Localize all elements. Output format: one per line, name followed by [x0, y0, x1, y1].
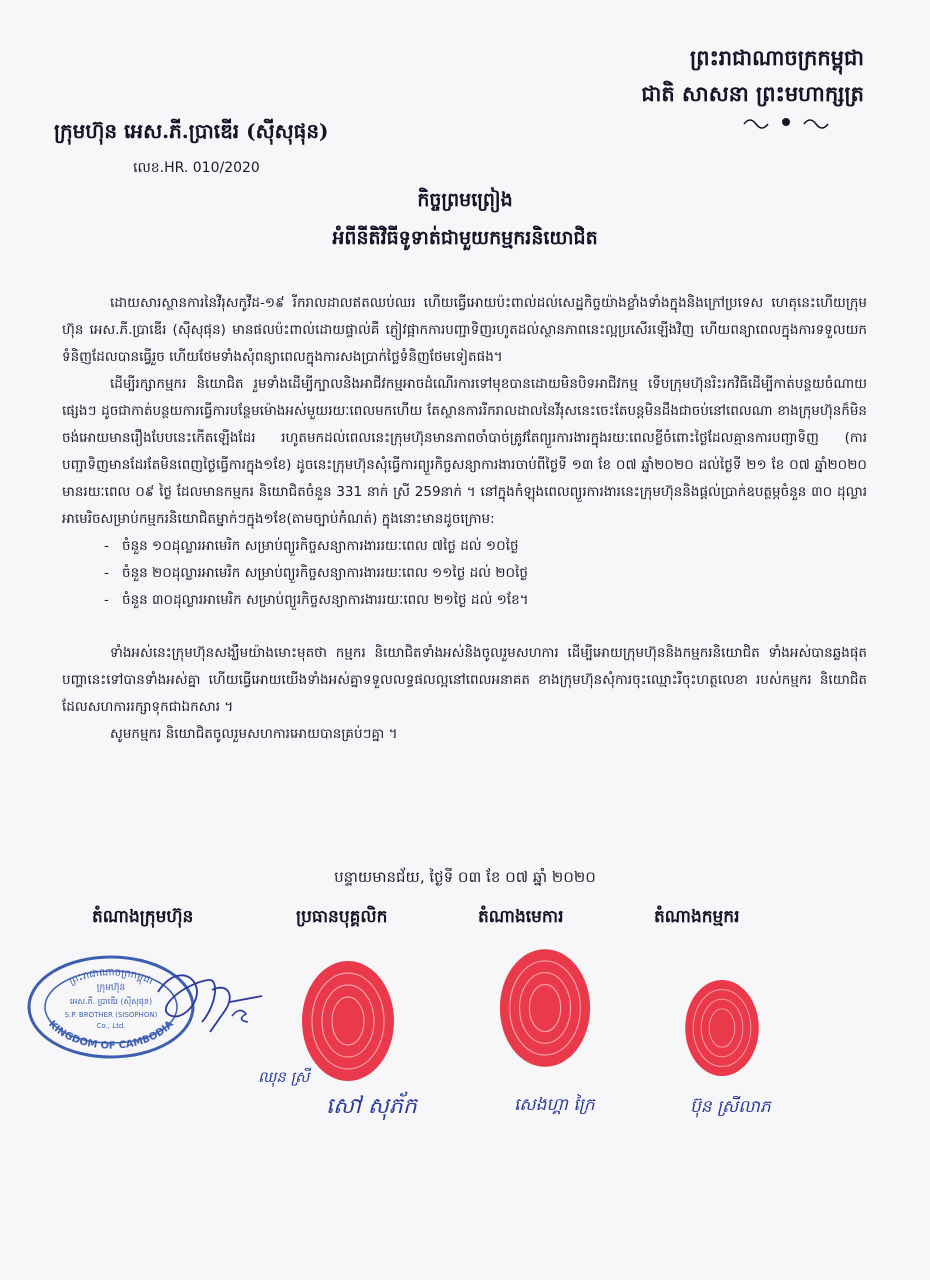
kingdom-title: ព្រះរាជាណាចក្រកម្ពុជា — [689, 45, 864, 70]
fingerprint-hr — [298, 956, 398, 1086]
paragraph-4: សូមកម្មករ និយោជិតចូលរួមសហការអោយបានគ្រប់ៗគ្នា ។ — [110, 726, 398, 742]
document-body — [62, 290, 867, 748]
signature-heading-foreman: តំណាងមេការ — [478, 907, 564, 927]
stamp-center-4: Co., Ltd. — [96, 1022, 126, 1030]
place-date: បន្ទាយមានជ័យ, ថ្ងៃទី ០៣ ខែ ០៧ ឆ្នាំ ២០២០ — [334, 868, 596, 886]
document-title: កិច្ចព្រមព្រៀង — [417, 189, 513, 211]
stamp-center-3: S.P. BROTHER (SISOPHON) — [64, 1011, 158, 1019]
stamp-center-1: ក្រុមហ៊ុន — [96, 983, 126, 993]
company-signature — [150, 962, 270, 1042]
motto-line: ជាតិ សាសនា ព្រះមហាក្សត្រ — [641, 81, 864, 106]
signature-name-1: ឈុន ស្រី — [258, 1068, 310, 1086]
paragraph-3: ទាំងអស់នេះក្រុមហ៊ុនសង្ឃឹមយ៉ាងមោះមុតថា កម្មករ និយោជិតទាំងអស់និងចូលរួមសហការ ដើម្បីអោយក្រុមហ៊ុននិងកម្មករនិយោជិត ទាំងអស់បានឆ្លងផុតបញ្ហានេះទៅបានទាំងអស់គ្នា ហើយធ្វើអោយយើងទាំងអស់គ្នាទទួលលទ្ធផលល្អនៅពេលអនាគត ខាងក្រុមហ៊ុនសុំការចុះឈ្មោះរឺចុះហត្ថលេខា របស់កម្មករ និយោជិតដែលសហការរក្សាទុកជាឯកសារ ។ — [62, 645, 867, 715]
stamp-center-2: អេស.ភី. ប្រាឌើរ (ស៊ីសុផុន) — [69, 997, 153, 1006]
document-subtitle: អំពីនីតិវិធីទូទាត់ជាមួយកម្មករនិយោជិត — [332, 227, 598, 249]
signature-name-2: សៅ សុភ័ក — [326, 1094, 417, 1119]
list-item: - ចំនួន ១០ដុល្លារអាមេរិក សម្រាប់ព្យួរកិច្ចសន្យាការងាររយៈពេល ៧ថ្ងៃ ដល់ ១០ថ្ងៃ — [104, 538, 519, 554]
list-item: - ចំនួន ២០ដុល្លារអាមេរិក សម្រាប់ព្យួរកិច្ចសន្យាការងាររយៈពេល ១១ថ្ងៃ ដល់ ២០ថ្ងៃ — [104, 565, 528, 581]
paragraph-1: ដោយសារស្ថានការនៃវីរុសកូវីដ-១៩ រីករាលដាលឥតឈប់ឈរ ហើយធ្វើអោយប៉ះពាល់ដល់សេដ្ឋកិច្ចយ៉ាងខ្លាំងទាំងក្នុងនិងក្រៅប្រទេស ហេតុនេះហើយក្រុមហ៊ុន អេស.ភី.ប្រាឌើរ (ស៊ីសុផុន) មានផលប៉ះពាល់ដោយផ្ទាល់គឺ ភ្ញៀវផ្អាកការបញ្ជាទិញរហូតដល់ស្ថានភាពនេះល្អប្រសើរឡើងវិញ ហើយពន្យាពេលក្នុងការទទួលយកទំនិញដែលបានធ្វើរួច ហើយថែមទាំងសុំពន្យាពេលក្នុងការសងប្រាក់ថ្លៃទំនិញថែមទៀតផង។ — [62, 295, 867, 365]
signature-name-3: សេងហ្គា ក្រៃ — [514, 1095, 595, 1115]
company-name: ក្រុមហ៊ុន អេស.ភី.ប្រាឌើរ (ស៊ីសុផុន) — [54, 119, 329, 143]
signature-heading-workers: តំណាងកម្មករ — [654, 907, 740, 927]
fingerprint-foreman — [496, 944, 594, 1072]
motto-ornament-icon — [740, 114, 832, 130]
stamp-top-text: ព្រះរាជាណាចក្រកម្ពុជា — [67, 967, 155, 988]
list-item: - ចំនួន ៣០ដុល្លារអាមេរិក សម្រាប់ព្យួរកិច្ចសន្យាការងាររយៈពេល ២១ថ្ងៃ ដល់ ១ខែ។ — [104, 592, 529, 608]
reference-number: លេខ.HR. 010/2020 — [133, 160, 260, 176]
paragraph-2: ដើម្បីរក្សាកម្មករ និយោជិត រួមទាំងដើម្បីក្បាលនិងអាជីវកម្មអាចដំណើរការទៅមុខបានដោយមិនបិទអាជីវកម្ម ទើបក្រុមហ៊ុនរិះរកវិធីដើម្បីកាត់បន្ថយចំណាយផ្សេងៗ ដូចជាកាត់បន្ថយការធ្វើការបន្ថែមម៉ោងអស់មួយរយៈពេលមកហើយ តែស្ថានការរីករាលដាលនៃវីរុសនេះចេះតែបន្តមិនដឹងជាចប់នៅពេលណា ខាងក្រុមហ៊ុនក៏មិនចង់អោយមានរឿងបែបនេះកើតឡើងដែរ រហូតមកដល់ពេលនេះក្រុមហ៊ុនមានភាពចាំបាច់ត្រូវតែព្យួរការងារក្នុងរយៈពេលខ្លីចំពោះថ្ងៃដែលគ្មានការបញ្ជាទិញ (ការបញ្ជាទិញមានដែរតែមិនពេញថ្ងៃធ្វើការក្នុង១ខែ) ដូចនេះក្រុមហ៊ុនសុំធ្វើការព្យួរកិច្ចសន្យាការងារចាប់ពីថ្ងៃទី ១៣ ខែ ០៧ ឆ្នាំ២០២០ ដល់ថ្ងៃទី ២១ ខែ ០៧ ឆ្នាំ២០២០ មានរយៈពេល ០៩ ថ្ងៃ ដែលមានកម្មករ និយោជិតចំនួន 331 នាក់ ស្រី 259នាក់ ។ នៅក្នុងកំឡុងពេលព្យួរការងារនេះក្រុមហ៊ុននិងផ្តល់ប្រាក់ឧបត្ថម្ភចំនួន ៣០ ដុល្លារអាមេរិចសម្រាប់កម្មករនិយោជិតម្នាក់ៗក្នុង១ខែ(តាមច្បាប់កំណត់) ក្នុងនោះមានដូចក្រោម: — [62, 376, 867, 527]
allowance-list — [62, 533, 867, 614]
signature-heading-hr: ប្រធានបុគ្គលិក — [296, 907, 388, 927]
fingerprint-workers — [682, 976, 762, 1080]
signature-heading-company: តំណាងក្រុមហ៊ុន — [92, 907, 194, 927]
stamp-bottom-text: KINGDOM OF CAMBODIA — [46, 1018, 176, 1052]
national-motto — [641, 40, 864, 112]
signature-name-4: ប៊ុន ស្រីលាភ — [690, 1097, 771, 1117]
